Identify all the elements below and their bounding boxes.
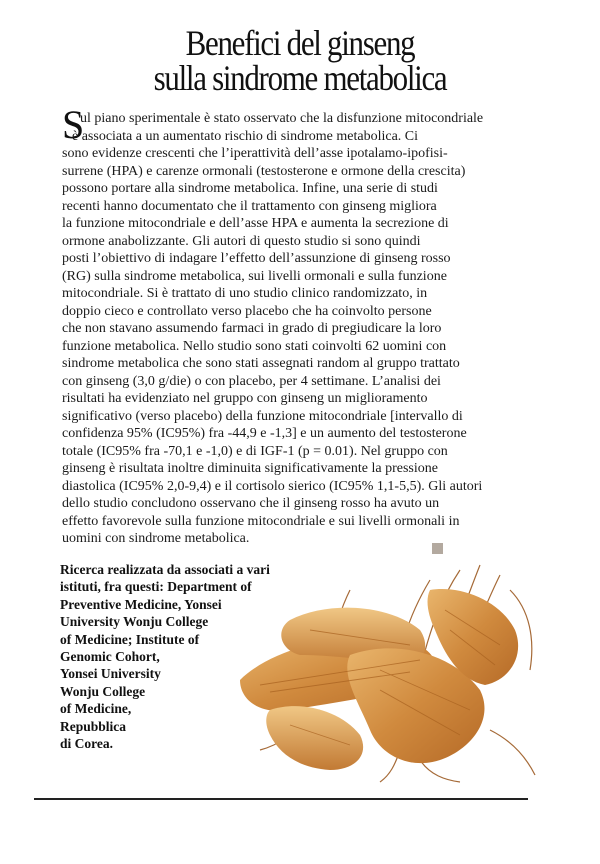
body-line: diastolica (IC95% 2,0-9,4) e il cortisolo sierico (IC95% 1,1-5,5). Gli autori [62,478,483,494]
credits-line: Wonju College [60,683,146,699]
body-line: recenti hanno documentato che il trattamento con ginseng migliora [62,198,437,214]
body-line: confidenza 95% (IC95%) fra -44,9 e -1,3] e un aumento del testosterone [62,426,467,441]
credits-line: istituti, fra questi: Department of [60,579,252,595]
body-line: mitocondriale. Si è trattato di uno studio clinico randomizzato, in [62,286,428,301]
title-line-2: sulla sindrome metabolica [153,58,447,98]
body-line: doppio cieco e controllato verso placebo che ha coinvolto persone [62,303,432,319]
credits-line: Preventive Medicine, Yonsei [60,596,222,612]
body-line: la funzione mitocondriale e dell’asse HPA e aumenta la secrezione di [62,216,449,231]
body-line: risultati ha evidenziato nel gruppo con ginseng un miglioramento [62,391,428,406]
body-line: uomini con sindrome metabolica. [62,531,250,546]
body-line: sono evidenze crescenti che l’iperattività dell’asse ipotalamo-ipofisi- [62,146,448,161]
body-line: con ginseng (3,0 g/die) o con placebo, per 4 settimane. L’analisi dei [62,373,441,389]
body-line: dello studio concludono osservano che il ginseng rosso ha avuto un [62,496,440,511]
credits-line: Repubblica [60,718,127,734]
credits-line: University Wonju College [60,614,209,630]
body-line: è associata a un aumentato rischio di sindrome metabolica. Ci [72,128,419,144]
credits-line: Ricerca realizzata da associati a vari [60,562,270,577]
body-line: totale (IC95% fra -70,1 e -1,0) e di IGF-1 (p = 0.01). Nel gruppo con [62,443,448,459]
decorative-square-icon [432,543,443,554]
body-line: surrene (HPA) e carenze ormonali (testosterone e ormone della crescita) [62,163,466,179]
title-line-1: Benefici del ginseng [185,23,415,63]
article-title [94,23,507,98]
body-line: (RG) sulla sindrome metabolica, sui livelli ormonali e sulla funzione [62,268,447,284]
bottom-divider [34,798,528,800]
body-line: effetto favorevole sulla funzione mitocondriale e sui livelli ormonali in [62,513,460,529]
body-line: che non stavano assumendo farmaci in grado di pregiudicare la loro [62,321,442,336]
body-line: ul piano sperimentale è stato osservato che la disfunzione mitocondriale [80,111,484,126]
body-line: posti l’obiettivo di indagare l’effetto dell’assunzione di ginseng rosso [62,251,451,266]
body-line: ginseng è risultata inoltre diminuita significativamente la pressione [62,461,438,476]
credits-line: Yonsei University [60,666,161,682]
body-line: possono portare alla sindrome metabolica. Infine, una serie di studi [62,181,438,196]
body-line: significativo (verso placebo) della funzione mitocondriale [intervallo di [62,408,463,424]
article-body [62,110,532,548]
credits-line: of Medicine; Institute of [60,631,200,647]
body-line: funzione metabolica. Nello studio sono stati coinvolti 62 uomini con [62,338,447,354]
credits-line: of Medicine, [60,701,132,717]
credits-line: Genomic Cohort, [60,649,160,665]
ginseng-root-image [230,560,550,785]
body-line: sindrome metabolica che sono stati assegnati random al gruppo trattato [62,356,460,371]
drop-cap: S [62,102,85,147]
body-line: ormone anabolizzante. Gli autori di questo studio si sono quindi [62,233,421,249]
credits-line: di Corea. [60,736,113,752]
